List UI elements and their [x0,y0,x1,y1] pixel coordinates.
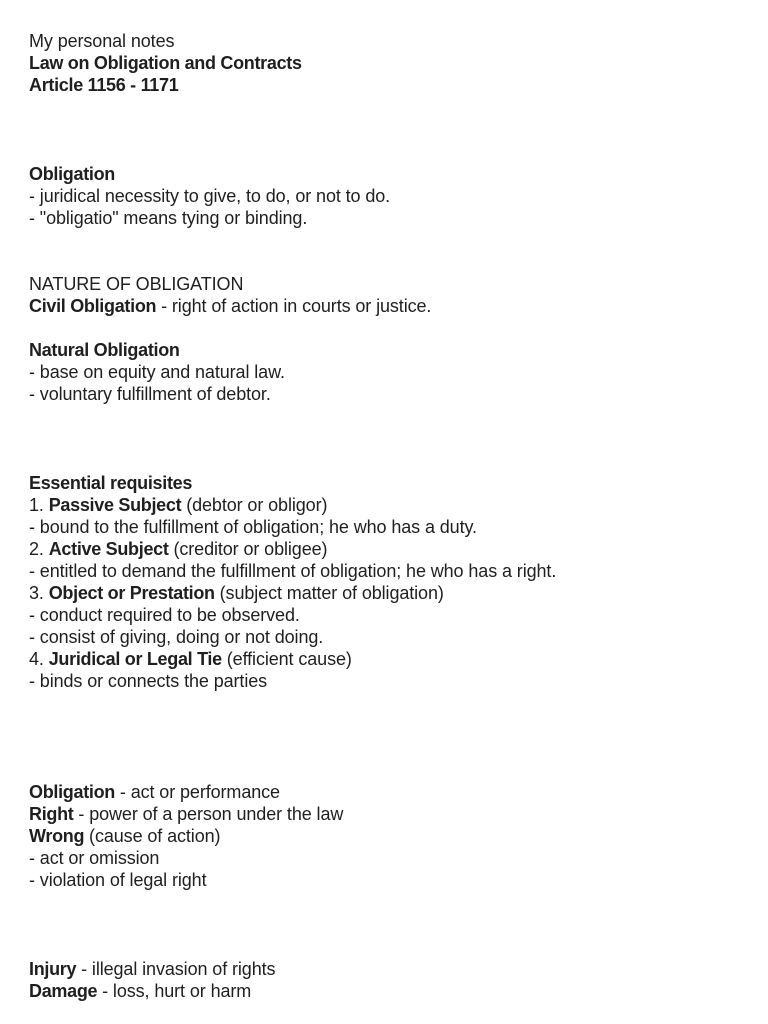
definition-desc: - loss, hurt or harm [97,981,252,1001]
civil-obligation-term: Civil Obligation [29,296,157,316]
requisite-line: - conduct required to be observed. [29,605,300,625]
nature-heading: NATURE OF OBLIGATION [29,274,244,294]
wrong-line: - violation of legal right [29,870,207,890]
requisite-item [29,582,444,604]
requisites-heading: Essential requisites [29,473,193,493]
obligation-heading: Obligation [29,164,115,184]
natural-obligation-heading: Natural Obligation [29,340,180,360]
requisite-number: 2. [29,539,49,559]
requisite-number: 4. [29,649,49,669]
natural-obligation-line: - base on equity and natural law. [29,362,285,382]
definition-term: Right [29,804,74,824]
definition-term: Obligation [29,782,115,802]
document-title: Law on Obligation and Contracts [29,53,302,73]
obligation-line: - juridical necessity to give, to do, or not to do. [29,186,391,206]
definition-obligation [29,781,280,803]
definition-desc: - power of a person under the law [73,804,344,824]
definition-term: Injury [29,959,77,979]
obligation-line: - "obligatio" means tying or binding. [29,208,308,228]
definition-damage [29,980,251,1002]
article-range: Article 1156 - 1171 [29,75,179,95]
requisite-line: - consist of giving, doing or not doing. [29,627,324,647]
definition-term: Damage [29,981,98,1001]
requisite-line: - entitled to demand the fulfillment of obligation; he who has a right. [29,561,557,581]
requisite-paren: (efficient cause) [221,649,352,669]
definition-desc: (cause of action) [84,826,221,846]
requisite-paren: (creditor or obligee) [168,539,328,559]
requisite-term: Object or Prestation [48,583,215,603]
wrong-line: - act or omission [29,848,160,868]
requisite-term: Juridical or Legal Tie [48,649,222,669]
requisite-number: 3. [29,583,49,603]
requisite-term: Active Subject [48,539,169,559]
requisite-line: - binds or connects the parties [29,671,268,691]
definition-desc: - illegal invasion of rights [76,959,276,979]
requisite-paren: (subject matter of obligation) [214,583,444,603]
requisite-item [29,538,327,560]
requisite-term: Passive Subject [48,495,182,515]
definition-injury [29,958,275,980]
requisite-item [29,648,352,670]
definition-desc: - act or performance [115,782,280,802]
civil-obligation-desc: - right of action in courts or justice. [156,296,432,316]
civil-obligation-line [29,295,431,317]
notes-subtitle: My personal notes [29,31,175,51]
requisite-item [29,494,327,516]
requisite-paren: (debtor or obligor) [181,495,328,515]
requisite-line: - bound to the fulfillment of obligation; he who has a duty. [29,517,477,537]
natural-obligation-line: - voluntary fulfillment of debtor. [29,384,271,404]
definition-term: Wrong [29,826,85,846]
requisite-number: 1. [29,495,49,515]
definition-right [29,803,343,825]
definition-wrong [29,825,220,847]
